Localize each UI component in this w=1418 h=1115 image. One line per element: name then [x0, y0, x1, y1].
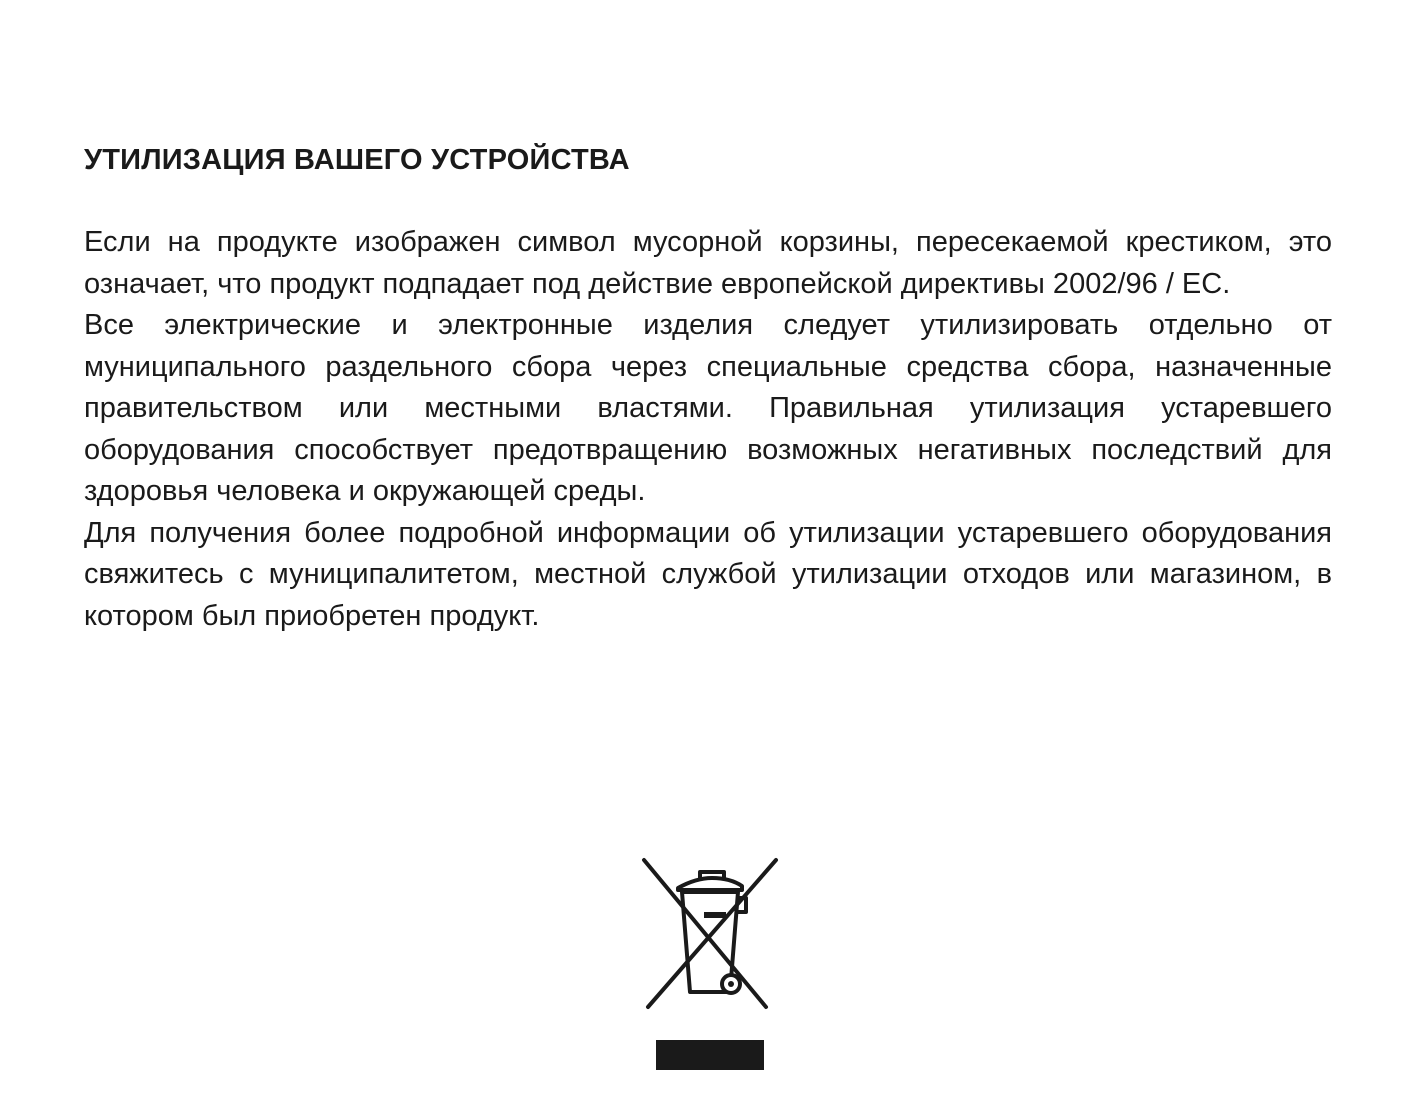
document-title: УТИЛИЗАЦИЯ ВАШЕГО УСТРОЙСТВА [84, 144, 630, 176]
paragraph-disposal: Все электрические и электронные изделия следует утилизировать отдельно от муниципального раздельного сбора через специальные средства сбора, назначенные правительством или местными властями. Правильная утилизация устаревшего оборудования способствует предотвращению возможных негативных последствий для здоровья человека и окружающей среды. [84, 309, 1332, 507]
crossed-out-wheelie-bin-icon [636, 852, 784, 1080]
bin-wheel-hub [728, 981, 734, 987]
document-body [84, 222, 1332, 637]
paragraph-directive: Если на продукте изображен символ мусорной корзины, пересекаемой крестиком, это означает, что продукт подпадает под действие европейской директивы 2002/96 / ЕС. [84, 226, 1332, 300]
bin-underline-bar [656, 1040, 764, 1070]
bin-label [704, 912, 726, 918]
paragraph-contact: Для получения более подробной информации об утилизации устаревшего оборудования свяжитесь с муниципалитетом, местной службой утилизации отходов или магазином, в котором был приобретен продукт. [84, 516, 1332, 632]
bin-lid [678, 878, 742, 890]
